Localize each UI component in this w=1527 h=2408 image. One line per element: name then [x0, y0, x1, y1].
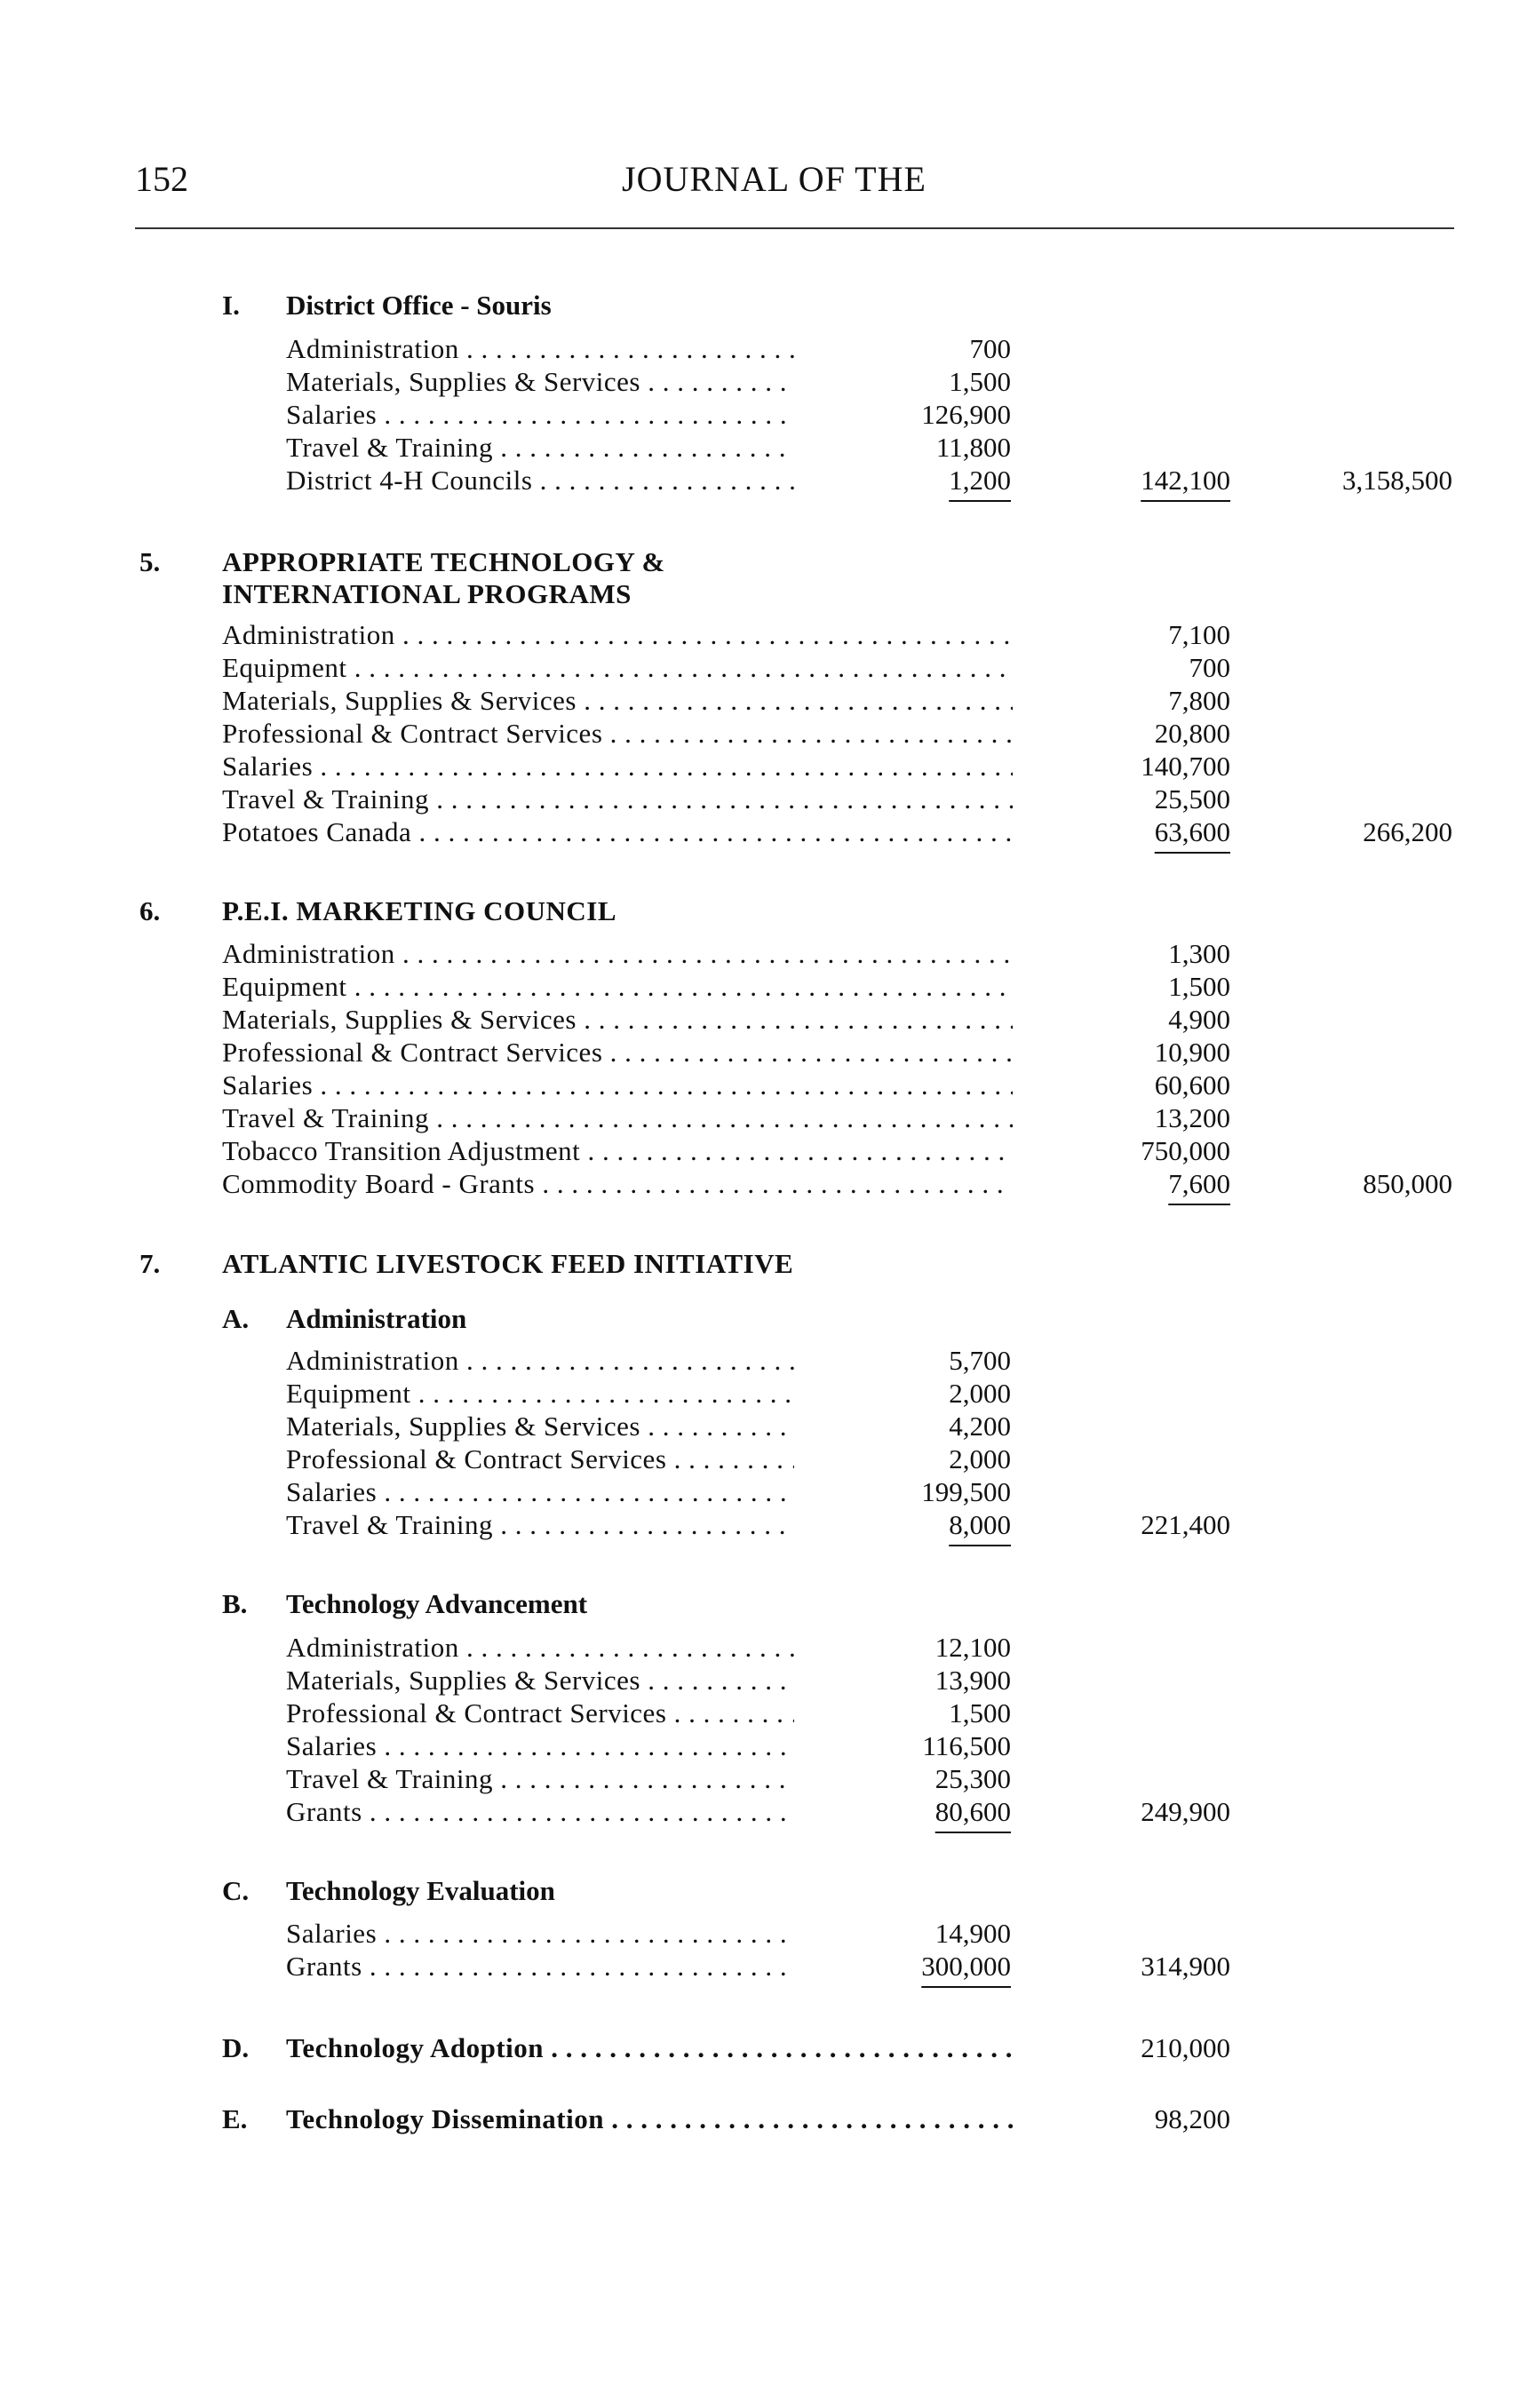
- item-value: 1,300: [1168, 938, 1230, 969]
- item-label: Grants . . .: [286, 1949, 794, 1984]
- item-label: Administration . . .: [286, 1630, 794, 1665]
- sub-c-title: Technology Evaluation: [286, 1875, 555, 1906]
- table-row: [0, 331, 1527, 367]
- page-number: 152: [135, 159, 188, 199]
- sub-a-title: Administration: [286, 1303, 467, 1334]
- section-5-title-line1: APPROPRIATE TECHNOLOGY &: [222, 546, 665, 577]
- item-label: Professional & Contract Services . . .: [222, 1035, 1013, 1070]
- table-row: [0, 1474, 1527, 1510]
- item-value: 300,000: [921, 1951, 1011, 1982]
- table-row: [0, 1949, 1527, 1984]
- table-row: [0, 683, 1527, 719]
- section-i-letter: I.: [222, 290, 240, 321]
- total-value: 3,158,500: [1342, 465, 1452, 496]
- section-6-title: P.E.I. MARKETING COUNCIL: [222, 895, 617, 926]
- item-label: Salaries . . .: [286, 397, 794, 433]
- sub-e-letter: E.: [222, 2103, 248, 2134]
- table-row: [0, 1133, 1527, 1169]
- item-value: 750,000: [1141, 1135, 1230, 1166]
- item-label: District 4-H Councils . . .: [286, 463, 794, 498]
- item-value: 4,200: [949, 1411, 1011, 1442]
- table-row: [0, 749, 1527, 784]
- table-row: [0, 1696, 1527, 1731]
- item-label: Administration . . .: [222, 617, 1013, 653]
- item-value: 8,000: [949, 1509, 1011, 1540]
- item-label: Professional & Contract Services . . .: [222, 716, 1013, 751]
- item-value: 60,600: [1154, 1069, 1230, 1101]
- item-label: Travel & Training . . .: [222, 782, 1013, 817]
- item-value: 12,100: [934, 1632, 1011, 1663]
- table-row: [0, 2102, 1527, 2137]
- item-value: 7,800: [1168, 685, 1230, 716]
- table-row: [0, 463, 1527, 498]
- item-label: Travel & Training . . .: [286, 430, 794, 465]
- total-value: 266,200: [1363, 816, 1452, 847]
- table-row: [0, 650, 1527, 686]
- item-label: Travel & Training . . .: [286, 1507, 794, 1543]
- item-label: Equipment . . .: [222, 650, 1013, 686]
- table-row: [0, 364, 1527, 400]
- table-row: [0, 1409, 1527, 1444]
- item-label: Potatoes Canada . . .: [222, 815, 1013, 850]
- section-5-title-line2: INTERNATIONAL PROGRAMS: [222, 578, 632, 609]
- item-label: Salaries . . .: [222, 1068, 1013, 1103]
- item-label: Salaries . . .: [286, 1916, 794, 1951]
- item-value: 25,300: [934, 1763, 1011, 1794]
- table-row: [0, 617, 1527, 653]
- table-row: [0, 1166, 1527, 1202]
- sub-b-title: Technology Advancement: [286, 1588, 588, 1619]
- table-row: [0, 1729, 1527, 1764]
- table-row: [0, 1002, 1527, 1037]
- section-5-number: 5.: [139, 546, 161, 577]
- table-row: [0, 1663, 1527, 1698]
- sub-e-title: Technology Dissemination . . .: [286, 2102, 1013, 2137]
- item-label: Materials, Supplies & Services . . .: [286, 1663, 794, 1698]
- table-row: [0, 815, 1527, 850]
- header-rule: [135, 227, 1454, 229]
- section-i-title: District Office - Souris: [286, 290, 552, 321]
- item-value: 4,900: [1168, 1004, 1230, 1035]
- item-label: Travel & Training . . .: [286, 1761, 794, 1797]
- table-row: [0, 1916, 1527, 1951]
- item-value: 116,500: [922, 1730, 1011, 1761]
- item-value: 700: [969, 333, 1011, 364]
- item-value: 140,700: [1141, 751, 1230, 782]
- item-label: Administration . . .: [222, 936, 1013, 972]
- subtotal-value: 249,900: [1141, 1796, 1230, 1827]
- item-value: 14,900: [934, 1918, 1011, 1949]
- subtotal-value: 314,900: [1141, 1951, 1230, 1982]
- subtotal-value: 142,100: [1141, 465, 1230, 496]
- item-value: 5,700: [949, 1345, 1011, 1376]
- sub-d-title: Technology Adoption . . .: [286, 2031, 1013, 2066]
- table-row: [0, 782, 1527, 817]
- item-value: 25,500: [1154, 783, 1230, 815]
- item-value: 1,500: [949, 1697, 1011, 1729]
- item-label: Commodity Board - Grants . . .: [222, 1166, 1013, 1202]
- item-value: 63,600: [1154, 816, 1230, 847]
- section-7-title: ATLANTIC LIVESTOCK FEED INITIATIVE: [222, 1248, 794, 1279]
- section-6-number: 6.: [139, 895, 161, 926]
- item-label: Salaries . . .: [222, 749, 1013, 784]
- item-label: Materials, Supplies & Services . . .: [286, 1409, 794, 1444]
- table-row: [0, 2031, 1527, 2066]
- table-row: [0, 1343, 1527, 1379]
- table-row: [0, 1442, 1527, 1477]
- item-label: Materials, Supplies & Services . . .: [222, 683, 1013, 719]
- item-value: 7,600: [1168, 1168, 1230, 1199]
- item-value: 1,500: [1168, 971, 1230, 1002]
- item-label: Tobacco Transition Adjustment . . .: [222, 1133, 1013, 1169]
- item-label: Materials, Supplies & Services . . .: [286, 364, 794, 400]
- table-row: [0, 1794, 1527, 1830]
- item-value: 13,200: [1154, 1102, 1230, 1133]
- item-value: 1,500: [949, 366, 1011, 397]
- item-value: 20,800: [1154, 718, 1230, 749]
- item-label: Administration . . .: [286, 1343, 794, 1379]
- item-label: Professional & Contract Services . . .: [286, 1696, 794, 1731]
- item-value: 7,100: [1168, 619, 1230, 650]
- sub-b-letter: B.: [222, 1588, 248, 1619]
- table-row: [0, 1101, 1527, 1136]
- item-label: Equipment . . .: [222, 969, 1013, 1005]
- table-row: [0, 430, 1527, 465]
- item-label: Travel & Training . . .: [222, 1101, 1013, 1136]
- item-label: Grants . . .: [286, 1794, 794, 1830]
- subtotal-value: 221,400: [1141, 1509, 1230, 1540]
- table-row: [0, 1376, 1527, 1411]
- item-label: Professional & Contract Services . . .: [286, 1442, 794, 1477]
- table-row: [0, 1068, 1527, 1103]
- item-label: Salaries . . .: [286, 1729, 794, 1764]
- table-row: [0, 936, 1527, 972]
- table-row: [0, 1630, 1527, 1665]
- item-value: 10,900: [1154, 1037, 1230, 1068]
- table-row: [0, 1035, 1527, 1070]
- item-value: 199,500: [921, 1476, 1011, 1507]
- item-value: 2,000: [949, 1443, 1011, 1474]
- subtotal-value: 210,000: [1141, 2032, 1230, 2063]
- item-value: 13,900: [934, 1665, 1011, 1696]
- section-7-number: 7.: [139, 1248, 161, 1279]
- item-value: 126,900: [921, 399, 1011, 430]
- item-value: 700: [1189, 652, 1230, 683]
- item-label: Salaries . . .: [286, 1474, 794, 1510]
- item-label: Materials, Supplies & Services . . .: [222, 1002, 1013, 1037]
- item-value: 80,600: [934, 1796, 1011, 1827]
- item-value: 11,800: [935, 432, 1011, 463]
- item-label: Administration . . .: [286, 331, 794, 367]
- running-title: JOURNAL OF THE: [622, 159, 927, 199]
- item-value: 2,000: [949, 1378, 1011, 1409]
- table-row: [0, 1761, 1527, 1797]
- subtotal-value: 98,200: [1154, 2103, 1230, 2134]
- sub-d-letter: D.: [222, 2032, 250, 2063]
- item-value: 1,200: [949, 465, 1011, 496]
- table-row: [0, 969, 1527, 1005]
- table-row: [0, 1507, 1527, 1543]
- item-label: Equipment . . .: [286, 1376, 794, 1411]
- table-row: [0, 397, 1527, 433]
- total-value: 850,000: [1363, 1168, 1452, 1199]
- table-row: [0, 716, 1527, 751]
- sub-a-letter: A.: [222, 1303, 250, 1334]
- sub-c-letter: C.: [222, 1875, 250, 1906]
